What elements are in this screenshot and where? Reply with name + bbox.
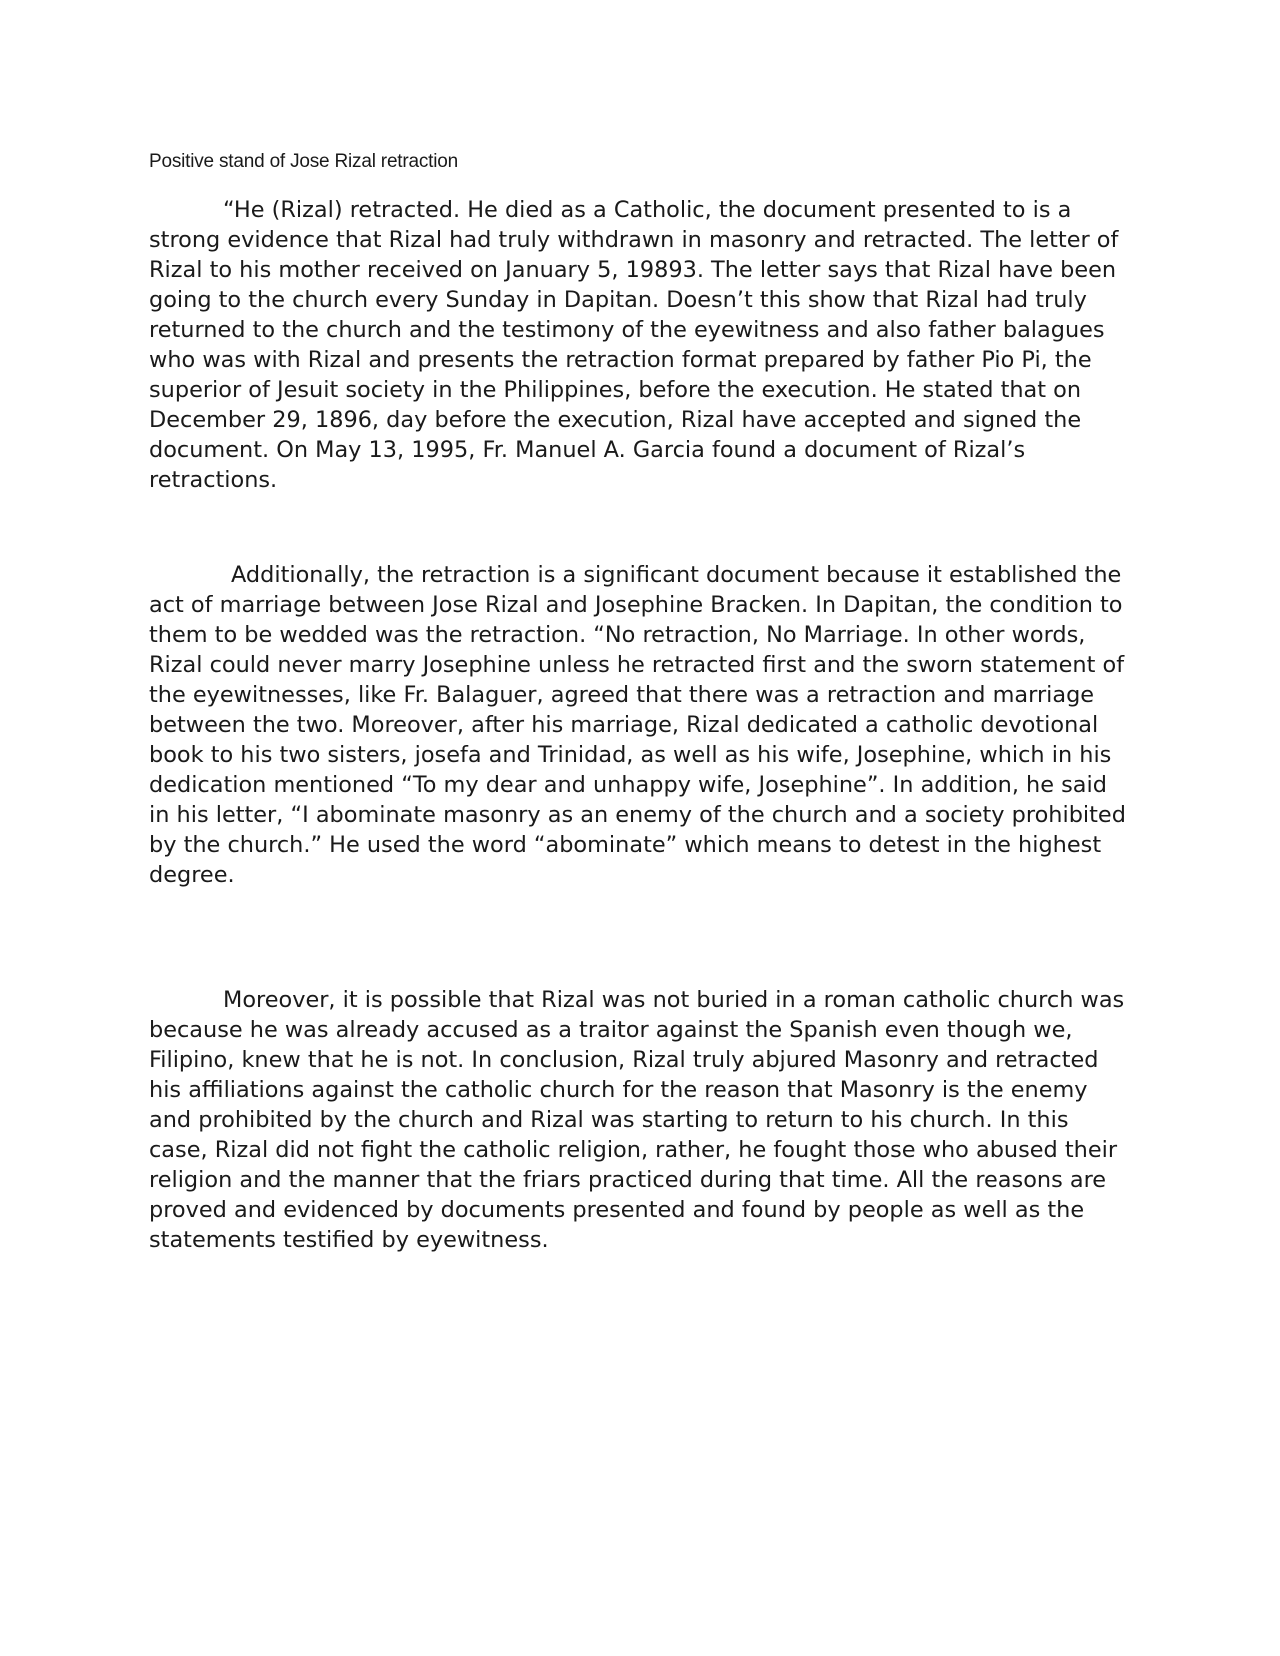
paragraph-retraction-evidence: “He (Rizal) retracted. He died as a Catholic, the document presented to is a strong evidence that Rizal had truly withdrawn in masonry and retracted. The letter of Rizal to his mother received on January 5, 19893. The letter says that Rizal have been going to the church every Sunday in Dapitan. Doesn’t this show that Rizal had truly returned to the church and the testimony of the eyewitness and also father balagues who was with Rizal and presents the retraction format prepared by father Pio Pi, the superior of Jesuit society in the Philippines, before the execution. He stated that on December 29, 1896, day before the execution, Rizal have accepted and signed the document. On May 13, 1995, Fr. Manuel A. Garcia found a document of Rizal’s retractions.: [149, 197, 1119, 493]
paragraph-conclusion: Moreover, it is possible that Rizal was not buried in a roman catholic church was because he was already accused as a traitor against the Spanish even though we, Filipino, knew that he is not. In conclusion, Rizal truly abjured Masonry and retracted his affiliations against the catholic church for the reason that Masonry is the enemy and prohibited by the church and Rizal was starting to return to his church. In this case, Rizal did not fight the catholic religion, rather, he fought those who abused their religion and the manner that the friars practiced during that time. All the reasons are proved and evidenced by documents presented and found by people as well as the statements testified by eyewitness.: [149, 987, 1125, 1253]
paragraph-marriage-evidence: Additionally, the retraction is a significant document because it established the act of marriage between Jose Rizal and Josephine Bracken. In Dapitan, the condition to them to be wedded was the retraction. “No retraction, No Marriage. In other words, Rizal could never marry Josephine unless he retracted first and the sworn statement of the eyewitnesses, like Fr. Balaguer, agreed that there was a retraction and marriage between the two. Moreover, after his marriage, Rizal dedicated a catholic devotional book to his two sisters, josefa and Trinidad, as well as his wife, Josephine, which in his dedication mentioned “To my dear and unhappy wife, Josephine”. In addition, he said in his letter, “I abominate masonry as an enemy of the church and a society prohibited by the church.” He used the word “abominate” which means to detest in the highest degree.: [149, 562, 1126, 888]
document-title: Positive stand of Jose Rizal retraction: [149, 151, 459, 172]
